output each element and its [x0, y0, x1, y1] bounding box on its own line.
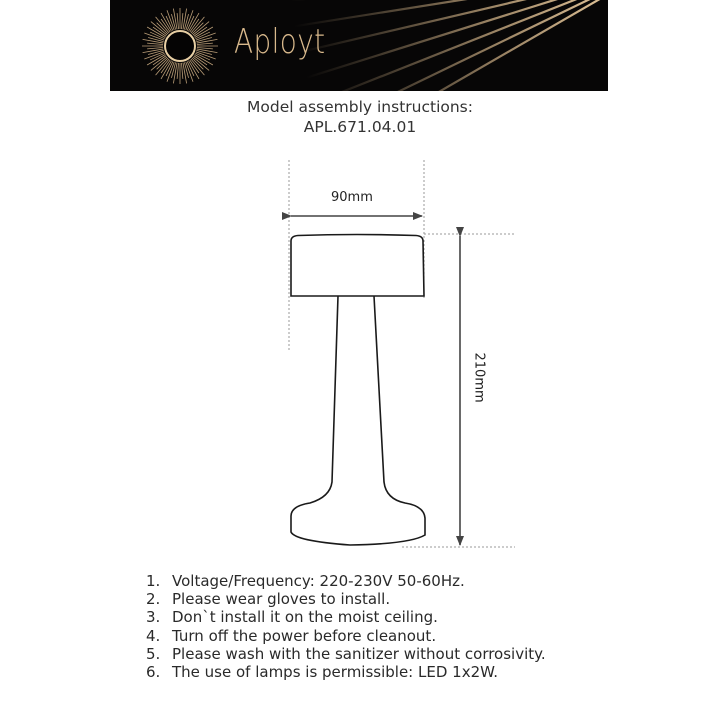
lamp-stem-and-base	[291, 296, 425, 545]
height-label: 210mm	[471, 352, 487, 403]
brand-name: Aployt	[234, 22, 326, 62]
model-number: APL.671.04.01	[303, 118, 417, 136]
instructions-list	[146, 572, 546, 681]
lamp-shade	[291, 235, 424, 297]
width-label: 90mm	[331, 190, 373, 205]
list-item: 1. Voltage/Frequency: 220-230V 50-60Hz.	[146, 572, 465, 590]
document-title: Model assembly instructions:	[247, 98, 473, 116]
list-item: 2. Please wear gloves to install.	[146, 590, 391, 609]
list-item: 6. The use of lamps is permissible: LED 1x2W.	[146, 662, 499, 681]
list-item: 5. Please wash with the sanitizer without corrosivity.	[146, 644, 546, 663]
lamp-outline	[291, 235, 425, 546]
list-item: 4. Turn off the power before cleanout.	[146, 626, 437, 645]
list-item: 3. Don`t install it on the moist ceiling.	[146, 608, 438, 627]
